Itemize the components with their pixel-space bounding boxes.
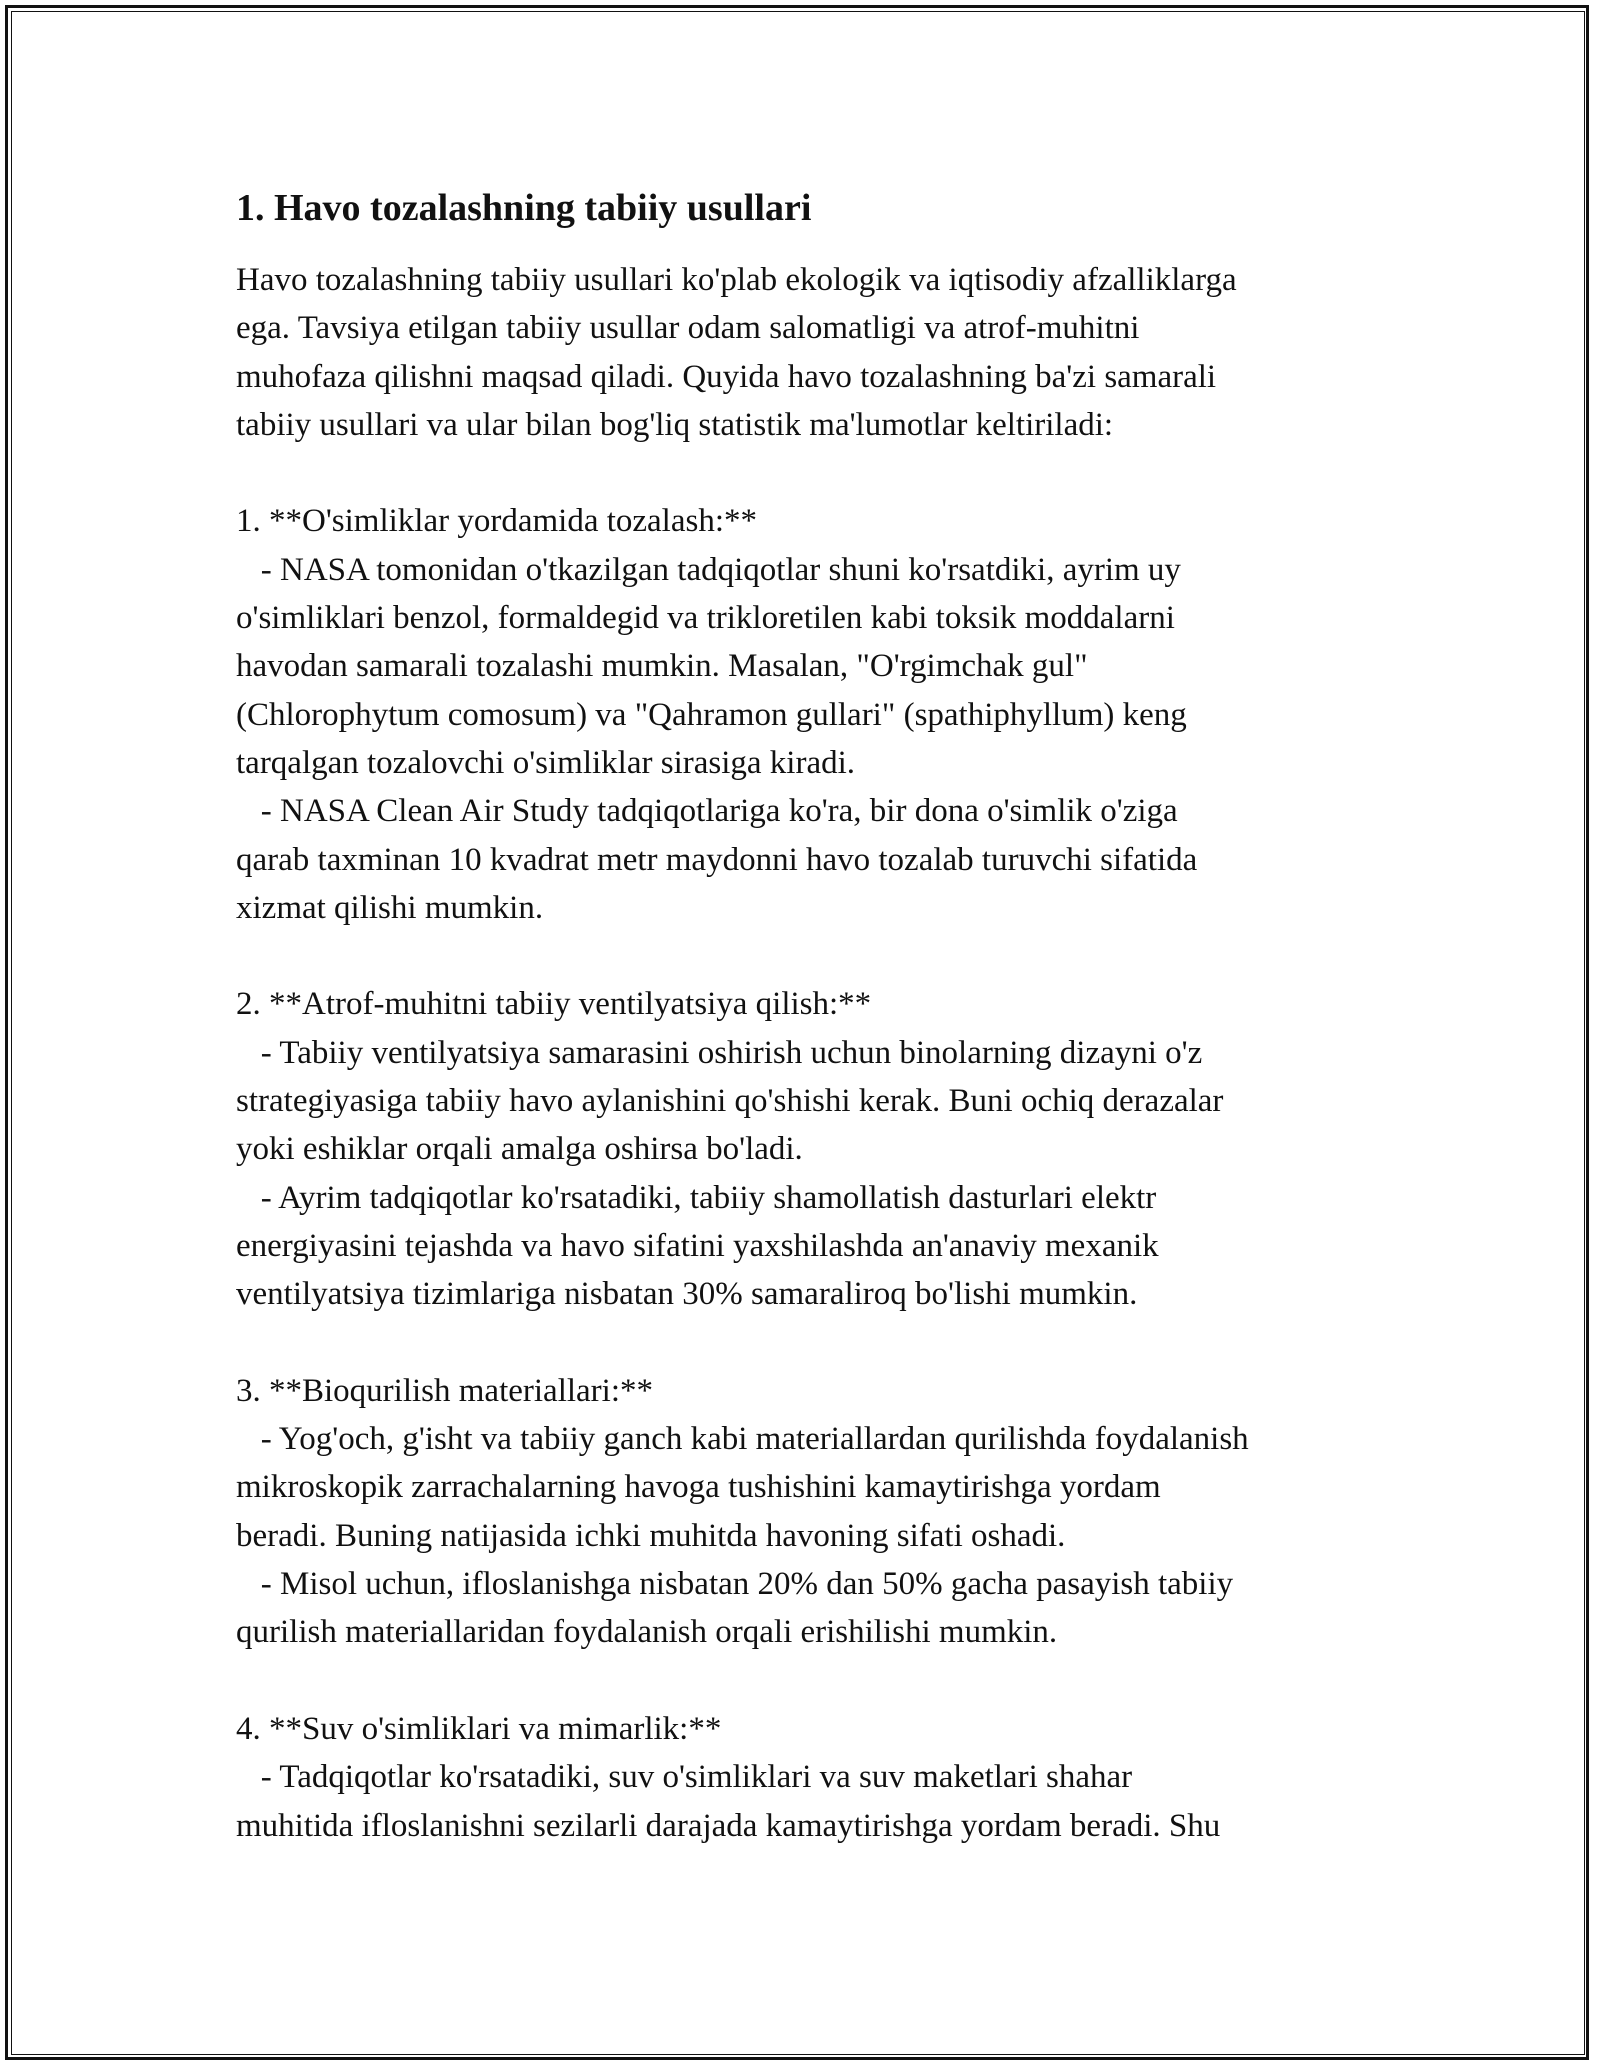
text-line: Havo tozalashning tabiiy usullari ko'plab ekologik va iqtisodiy afzalliklarga [236,262,1237,298]
text-line: xizmat qilishi mumkin. [236,889,544,926]
document-text [236,256,1376,1850]
text-line: ventilyatsiya tizimlariga nisbatan 30% samaraliroq bo'lishi mumkin. [236,1276,1138,1313]
blank-line [236,449,1376,497]
text-line: - Misol uchun, ifloslanishga nisbatan 20% dan 50% gacha pasayish tabiiy [236,1566,1234,1603]
blank-line [236,932,1376,980]
text-line: yoki eshiklar orqali amalga oshirsa bo'ladi. [236,1131,803,1168]
text-line: muhitida ifloslanishni sezilarli darajada kamaytirishga yordam beradi. Shu [236,1807,1221,1844]
blank-line [236,1657,1376,1705]
text-line: tarqalgan tozalovchi o'simliklar sirasiga kiradi. [236,744,856,781]
text-line: - NASA tomonidan o'tkazilgan tadqiqotlar shuni ko'rsatdiki, ayrim uy [236,551,1181,588]
text-line: muhofaza qilishni maqsad qiladi. Quyida havo tozalashning ba'zi samarali [236,358,1217,395]
document-title: 1. Havo tozalashning tabiiy usullari [236,187,812,229]
text-line: energiyasini tejashda va havo sifatini yaxshilashda an'anaviy mexanik [236,1227,1159,1264]
text-line: (Chlorophytum comosum) va "Qahramon gullari" (spathiphyllum) keng [236,696,1187,733]
text-line: qarab taxminan 10 kvadrat metr maydonni havo tozalab turuvchi sifatida [236,841,1198,878]
text-line: - Tabiiy ventilyatsiya samarasini oshirish uchun binolarning dizayni o'z [236,1034,1203,1071]
document-body [236,184,1376,1850]
text-line: havodan samarali tozalashi mumkin. Masalan, "O'rgimchak gul" [236,648,1088,685]
text-line: - Tadqiqotlar ko'rsatadiki, suv o'simliklari va suv maketlari shahar [236,1759,1133,1796]
text-line: qurilish materiallaridan foydalanish orqali erishilishi mumkin. [236,1614,1058,1651]
text-line: 4. **Suv o'simliklari va mimarlik:** [236,1710,722,1747]
text-line: - NASA Clean Air Study tadqiqotlariga ko'ra, bir dona o'simlik o'ziga [236,793,1178,830]
text-line: o'simliklari benzol, formaldegid va trikloretilen kabi toksik moddalarni [236,600,1175,637]
text-line: mikroskopik zarrachalarning havoga tushishini kamaytirishga yordam [236,1469,1161,1506]
text-line: tabiiy usullari va ular bilan bog'liq statistik ma'lumotlar keltiriladi: [236,406,1114,443]
text-line: - Ayrim tadqiqotlar ko'rsatadiki, tabiiy shamollatish dasturlari elektr [236,1179,1157,1216]
text-line: strategiyasiga tabiiy havo aylanishini qo'shishi kerak. Buni ochiq derazalar [236,1083,1224,1120]
text-line: 3. **Bioqurilish materiallari:** [236,1372,654,1409]
text-line: ega. Tavsiya etilgan tabiiy usullar odam salomatligi va atrof-muhitni [236,310,1140,347]
text-line: beradi. Buning natijasida ichki muhitda havoning sifati oshadi. [236,1517,1066,1554]
text-line: - Yog'och, g'isht va tabiiy ganch kabi materiallardan qurilishda foydalanish [236,1421,1249,1458]
blank-line [236,1319,1376,1367]
text-line: 2. **Atrof-muhitni tabiiy ventilyatsiya qilish:** [236,986,872,1023]
text-line: 1. **O'simliklar yordamida tozalash:** [236,503,758,540]
